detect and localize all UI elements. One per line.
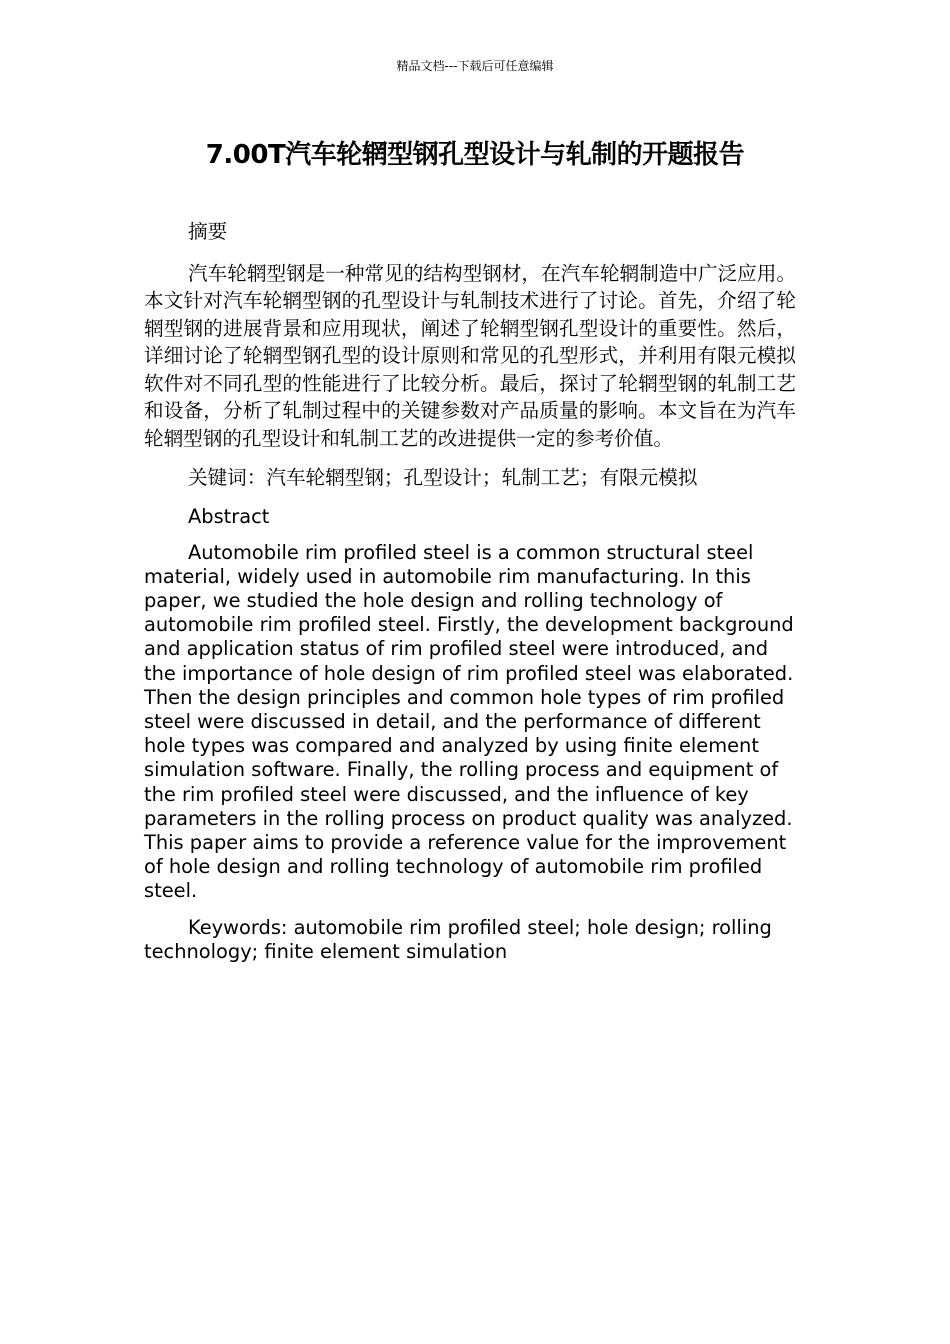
cn-abstract-heading: 摘要 (188, 220, 228, 243)
en-keywords: Keywords: automobile rim profiled steel; hole design; rolling technology; finite element simulation (144, 915, 772, 963)
document-body (144, 218, 796, 964)
en-abstract-heading: Abstract (188, 504, 270, 528)
page-header-note: 精品文档---下载后可任意编辑 (396, 59, 554, 73)
en-abstract-paragraph: Automobile rim profiled steel is a common structural steel material, widely used in automobile rim manufacturing. In this paper, we studied the hole design and rolling technology of automobile rim profiled steel. Firstly, the development background and application status of rim profiled steel were introduced, and the importance of hole design of rim profiled steel was elaborated. Then the design principles and common hole types of rim profiled steel were discussed in detail, and the performance of different hole types was compared and analyzed by using finite element simulation software. Finally, the rolling process and equipment of the rim profiled steel were discussed, and the influence of key parameters in the rolling process on product quality was analyzed. This paper aims to provide a reference value for the improvement of hole design and rolling technology of automobile rim profiled steel. (144, 540, 794, 903)
cn-abstract-paragraph: 汽车轮辋型钢是一种常见的结构型钢材，在汽车轮辋制造中广泛应用。本文针对汽车轮辋型钢的孔型设计与轧制技术进行了讨论。首先，介绍了轮辋型钢的进展背景和应用现状，阐述了轮辋型钢孔型设计的重要性。然后，详细讨论了轮辋型钢孔型的设计原则和常见的孔型形式，并利用有限元模拟软件对不同孔型的性能进行了比较分析。最后，探讨了轮辋型钢的轧制工艺和设备，分析了轧制过程中的关键参数对产品质量的影响。本文旨在为汽车轮辋型钢的孔型设计和轧制工艺的改进提供一定的参考价值。 (144, 261, 796, 450)
document-title: 7.00T汽车轮辋型钢孔型设计与轧制的开题报告 (205, 140, 745, 170)
cn-keywords: 关键词：汽车轮辋型钢；孔型设计；轧制工艺；有限元模拟 (188, 466, 698, 489)
